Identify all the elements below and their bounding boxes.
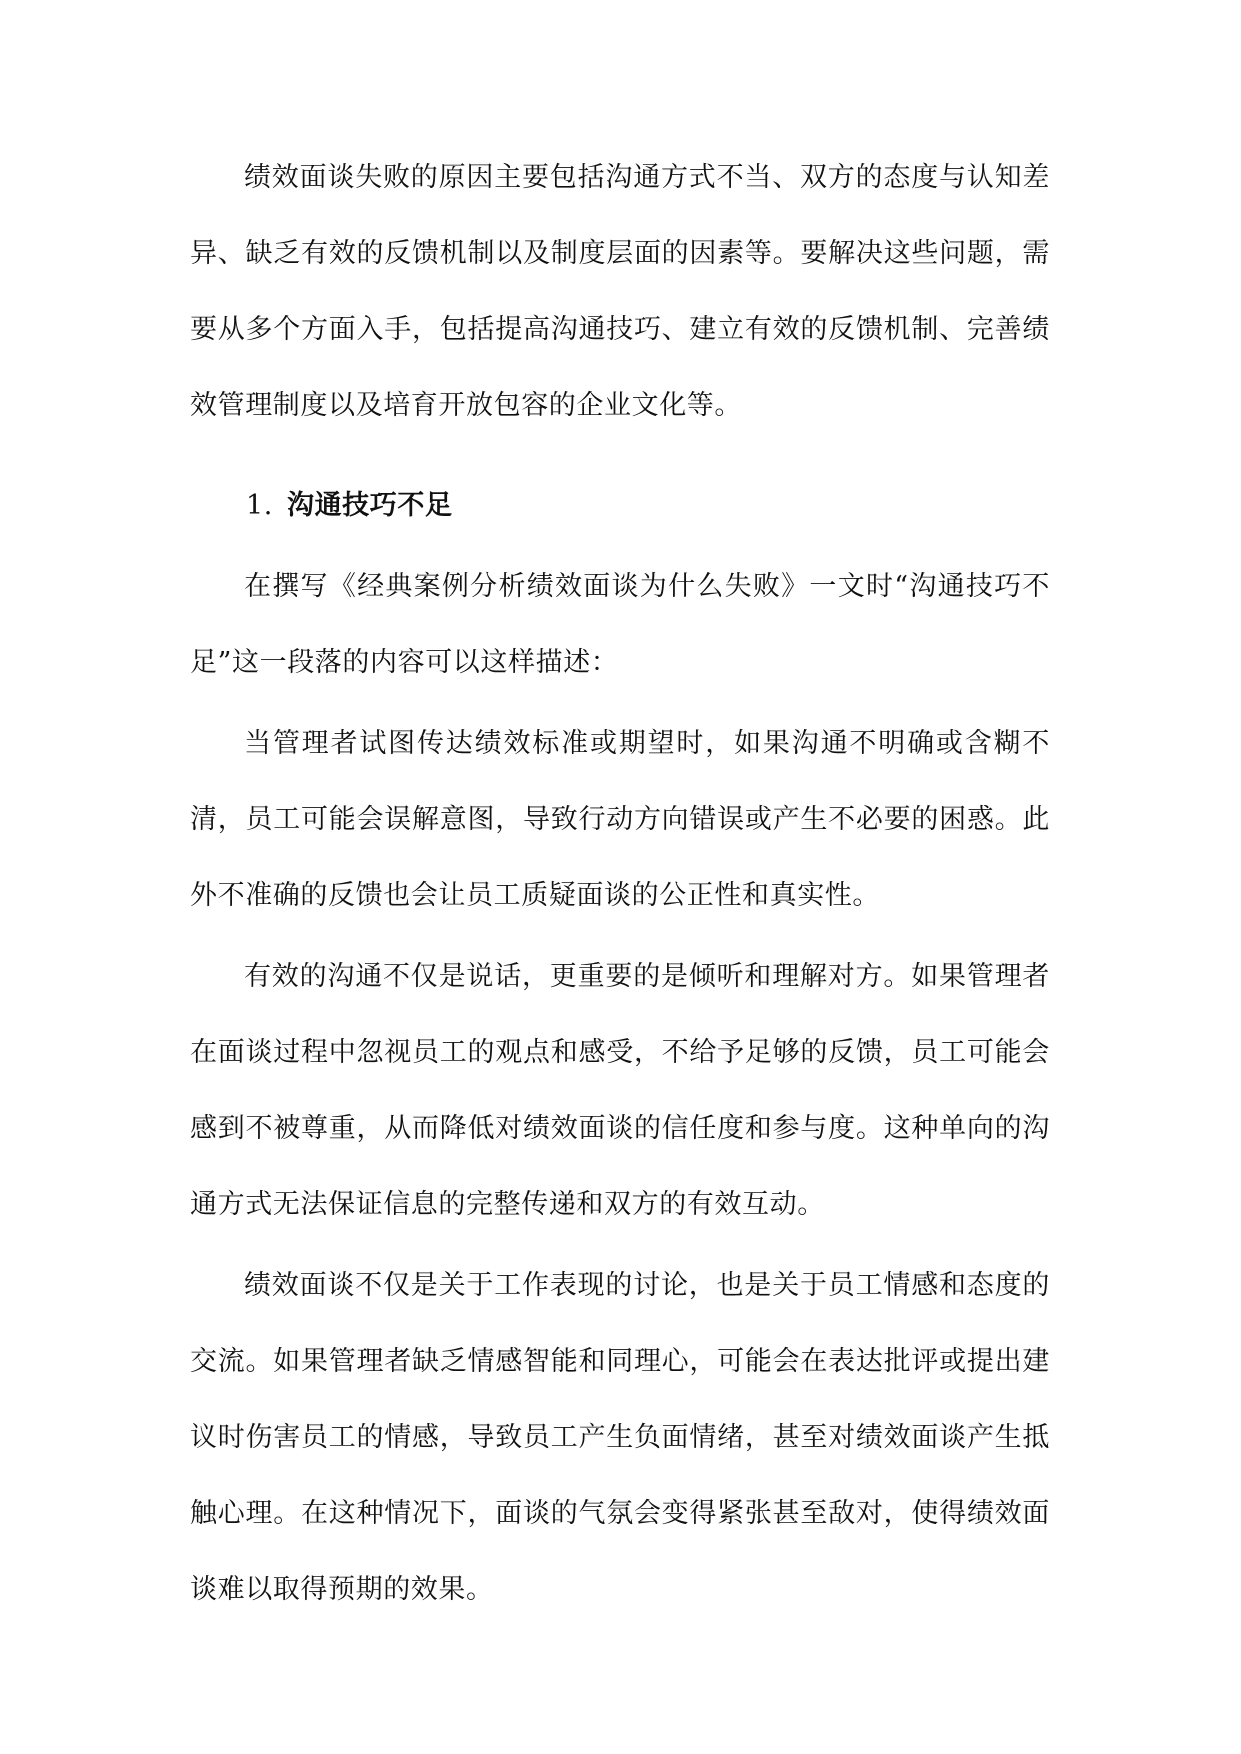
document-body (190, 140, 1050, 1633)
intro-paragraph: 绩效面谈失败的原因主要包括沟通方式不当、双方的态度与认知差异、缺乏有效的反馈机制以及制度层面的因素等。要解决这些问题，需要从多个方面入手，包括提高沟通技巧、建立有效的反馈机制、完善绩效管理制度以及培育开放包容的企业文化等。 (190, 162, 1050, 421)
body-paragraph: 有效的沟通不仅是说话，更重要的是倾听和理解对方。如果管理者在面谈过程中忽视员工的观点和感受，不给予足够的反馈，员工可能会感到不被尊重，从而降低对绩效面谈的信任度和参与度。这种单向的沟通方式无法保证信息的完整传递和双方的有效互动。 (190, 961, 1050, 1220)
section-heading (190, 468, 1050, 544)
body-paragraph: 在撰写《经典案例分析绩效面谈为什么失败》一文时“沟通技巧不足”这一段落的内容可以这样描述： (190, 571, 1050, 678)
section-title: 沟通技巧不足 (286, 490, 453, 521)
section-number: 1. (246, 490, 273, 521)
body-paragraph: 当管理者试图传达绩效标准或期望时，如果沟通不明确或含糊不清，员工可能会误解意图，导致行动方向错误或产生不必要的困惑。此外不准确的反馈也会让员工质疑面谈的公正性和真实性。 (190, 728, 1050, 911)
body-paragraph: 绩效面谈不仅是关于工作表现的讨论，也是关于员工情感和态度的交流。如果管理者缺乏情感智能和同理心，可能会在表达批评或提出建议时伤害员工的情感，导致员工产生负面情绪，甚至对绩效面谈产生抵触心理。在这种情况下，面谈的气氛会变得紧张甚至敌对，使得绩效面谈难以取得预期的效果。 (190, 1270, 1050, 1605)
